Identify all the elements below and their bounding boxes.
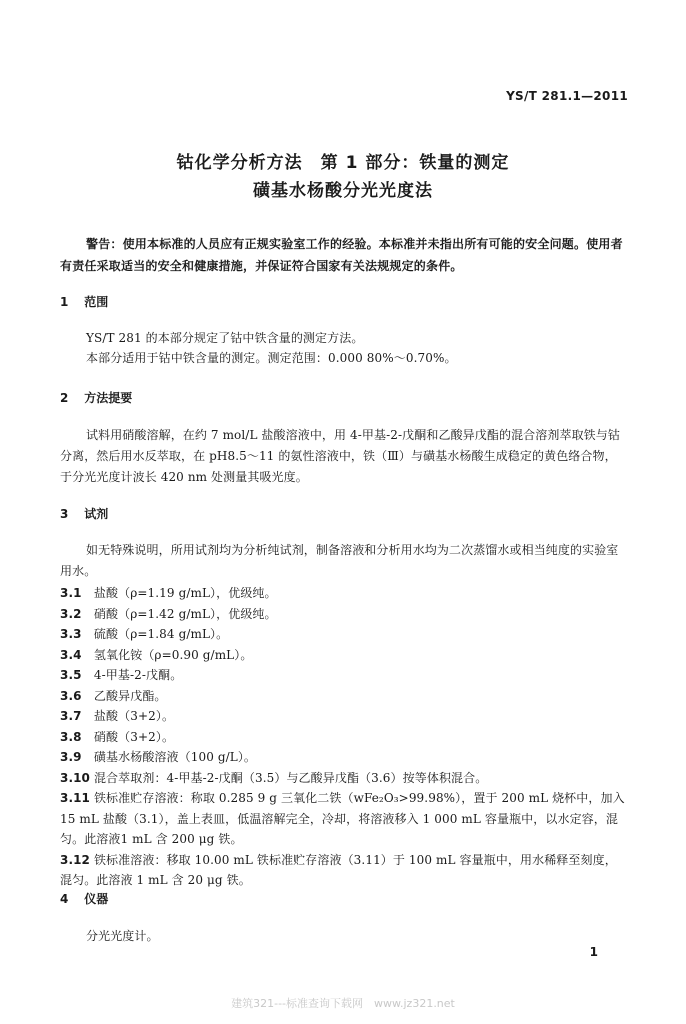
item-text: 铁标准溶液：移取 10.00 mL 铁标准贮存溶液（3.11）于 100 mL 容量瓶中，用水稀释至刻度，混匀。此溶液 1 mL 含 20 μg 铁。 [60,852,617,887]
item-text: 4-甲基-2-戊酮。 [93,668,183,682]
item-number: 3.3 [60,627,82,641]
item-text: 盐酸（ρ=1.19 g/mL），优级纯。 [93,586,277,600]
reagent-list [60,583,626,891]
list-item [60,788,626,850]
section-heading-instruments [60,890,108,907]
list-item [60,604,626,625]
document-title-line1: 钴化学分析方法 第 1 部分：铁量的测定 [176,153,510,173]
item-text: 混合萃取剂：4-甲基-2-戊酮（3.5）与乙酸异戊酯（3.6）按等体积混合。 [93,770,488,785]
item-text: 铁标准贮存溶液：称取 0.285 9 g 三氧化二铁（wFe₂O₃>99.98%），置于 200 mL 烧杯中，加入 15 mL 盐酸（3.1），盖上表皿，低温溶解完全，冷却，将溶液移入 1 000 mL 容量瓶中，以水定容，混匀。此溶液1 mL 含 200 μg 铁。 [60,791,625,846]
scope-line-1: YS/T 281 的本部分规定了钴中铁含量的测定方法。 [86,331,364,345]
list-item [60,706,626,727]
item-text: 硫酸（ρ=1.84 g/mL）。 [93,627,229,641]
item-text: 硝酸（ρ=1.42 g/mL），优级纯。 [93,606,277,621]
section-title: 试剂 [84,507,109,521]
list-item [60,645,626,666]
item-number: 3.7 [60,709,82,723]
list-item [60,624,626,645]
page-number: 1 [589,945,598,959]
document-title-line2: 磺基水杨酸分光光度法 [253,181,433,201]
item-number: 3.9 [60,750,82,764]
item-text: 硝酸（3+2）。 [93,729,175,744]
list-item [60,850,626,891]
instruments-paragraph [60,926,626,946]
list-item [60,583,626,604]
section-number: 1 [60,295,69,309]
item-number: 3.11 [60,791,91,805]
instruments-line-1: 分光光度计。 [86,929,159,943]
item-number: 3.1 [60,586,82,600]
item-text: 盐酸（3+2）。 [93,709,175,723]
scope-paragraph [60,328,626,368]
scope-line-2: 本部分适用于钴中铁含量的测定。测定范围：0.000 80%～0.70%。 [86,351,457,365]
section-number: 4 [60,892,69,906]
section-heading-scope [60,293,108,310]
section-number: 2 [60,391,69,405]
method-summary-paragraph: 试料用硝酸溶解，在约 7 mol/L 盐酸溶液中，用 4-甲基-2-戊酮和乙酸异戊酯的混合溶剂萃取铁与钴分离，然后用水反萃取，在 pH8.5～11 的氨性溶液中，铁（Ⅲ）与磺基水杨酸生成稳定的黄色络合物，于分光光度计波长 420 nm 处测量其吸光度。 [60,428,620,484]
section-title: 方法提要 [84,391,133,405]
item-text: 乙酸异戊酯。 [93,688,167,703]
item-number: 3.6 [60,688,82,703]
item-number: 3.12 [60,852,91,867]
item-text: 磺基水杨酸溶液（100 g/L）。 [93,750,257,764]
list-item [60,665,626,686]
item-number: 3.2 [60,606,82,621]
list-item [60,686,626,707]
item-number: 3.5 [60,668,82,682]
item-number: 3.4 [60,647,82,662]
section-number: 3 [60,507,69,521]
reagents-intro-paragraph: 如无特殊说明，所用试剂均为分析纯试剂，制备溶液和分析用水均为二次蒸馏水或相当纯度的实验室用水。 [60,543,619,578]
section-heading-method-summary [60,389,132,406]
list-item [60,727,626,748]
item-number: 3.10 [60,770,91,785]
section-title: 仪器 [84,892,109,906]
item-number: 3.8 [60,729,82,744]
standard-code: YS/T 281.1—2011 [506,89,628,103]
watermark: 建筑321---标准查询下载网 www.jz321.net [231,997,455,1010]
section-title: 范围 [84,295,109,309]
item-text: 氢氧化铵（ρ=0.90 g/mL）。 [93,647,253,662]
section-heading-reagents [60,505,108,522]
list-item [60,747,626,768]
list-item [60,768,626,789]
warning-paragraph: 警告：使用本标准的人员应有正规实验室工作的经验。本标准并未指出所有可能的安全问题。使用者有责任采取适当的安全和健康措施，并保证符合国家有关法规规定的条件。 [60,237,623,273]
